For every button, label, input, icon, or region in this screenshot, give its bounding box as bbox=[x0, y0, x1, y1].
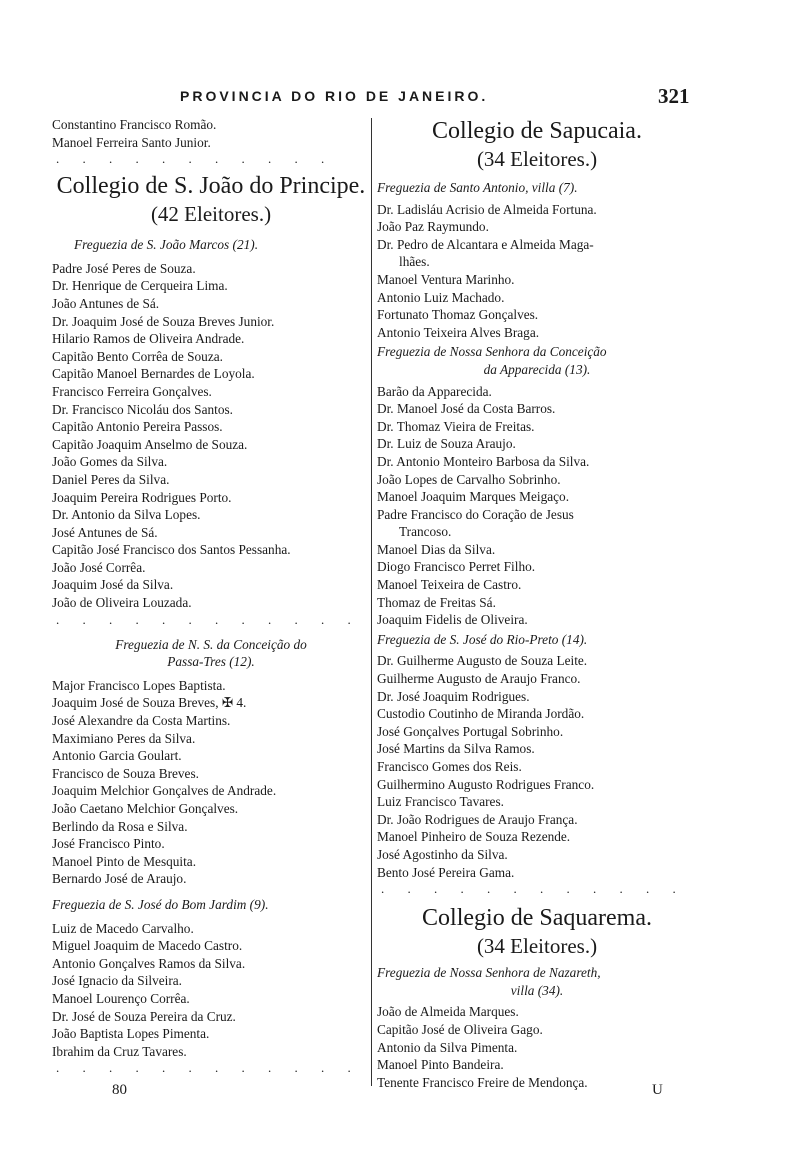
list-item: Diogo Francisco Perret Filho. bbox=[377, 559, 536, 575]
list-item: Joaquim Melchior Gonçalves de Andrade. bbox=[52, 783, 277, 799]
list-item: Miguel Joaquim de Macedo Castro. bbox=[52, 938, 243, 954]
dot-leader: . . . . . . . . . . . . bbox=[56, 1060, 361, 1076]
college-heading: Collegio de Sapucaia. bbox=[432, 118, 642, 144]
list-item: Joaquim José de Souza Breves, ✠ 4. bbox=[52, 695, 247, 711]
list-item: Manoel Joaquim Marques Meigaço. bbox=[377, 489, 570, 505]
list-item: Thomaz de Freitas Sá. bbox=[377, 594, 496, 610]
list-item: Manoel Pinto de Mesquita. bbox=[52, 853, 197, 869]
running-header bbox=[0, 86, 789, 110]
dot-leader: . . . . . . . . . . . . bbox=[56, 611, 361, 627]
list-item: João de Almeida Marques. bbox=[377, 1004, 519, 1020]
dot-leader: . . . . . . . . . . . bbox=[56, 151, 335, 167]
right-column bbox=[377, 116, 697, 1091]
list-item: Manoel Pinto Bandeira. bbox=[377, 1057, 504, 1073]
elector-list bbox=[52, 920, 370, 1061]
list-item: Antonio Garcia Goulart. bbox=[52, 748, 182, 764]
college-electors: (42 Eleitores.) bbox=[150, 202, 272, 227]
list-item: Antonio Gonçalves Ramos da Silva. bbox=[52, 955, 246, 971]
list-item: Capitão Antonio Pereira Passos. bbox=[52, 419, 223, 435]
top-names bbox=[52, 116, 370, 151]
list-item: Dr. Guilherme Augusto de Souza Leite. bbox=[377, 653, 588, 669]
elector-list bbox=[52, 677, 370, 888]
folio-number: 80 bbox=[112, 1082, 127, 1098]
parish-heading-line: Freguezia de N. S. da Conceição do bbox=[115, 636, 307, 652]
dot-leader: . . . . . . . . . . . . bbox=[381, 881, 686, 897]
list-item: Maximiano Peres da Silva. bbox=[52, 730, 196, 746]
list-item: Dr. Joaquim José de Souza Breves Junior. bbox=[52, 313, 275, 329]
list-item: José Alexandre da Costa Martins. bbox=[52, 713, 231, 729]
list-item: Dr. Antonio Monteiro Barbosa da Silva. bbox=[377, 453, 590, 469]
list-item: José Ignacio da Silveira. bbox=[52, 973, 182, 989]
list-item: Luiz Francisco Tavares. bbox=[377, 794, 504, 810]
list-item: Dr. Thomaz Vieira de Freitas. bbox=[377, 418, 535, 434]
list-item: Major Francisco Lopes Baptista. bbox=[52, 677, 226, 693]
list-item: Manoel Ferreira Santo Junior. bbox=[52, 134, 211, 150]
list-item: Guilhermino Augusto Rodrigues Franco. bbox=[377, 776, 595, 792]
list-item: Capitão Manoel Bernardes de Loyola. bbox=[52, 366, 255, 382]
list-item: Capitão José Francisco dos Santos Pessanha. bbox=[52, 542, 291, 558]
list-item: João Lopes de Carvalho Sobrinho. bbox=[377, 471, 561, 487]
list-item: Bento José Pereira Gama. bbox=[377, 864, 515, 880]
signature-mark: U bbox=[652, 1082, 663, 1098]
list-item: João Paz Raymundo. bbox=[377, 219, 489, 235]
list-item: Dr. José Joaquim Rodrigues. bbox=[377, 688, 530, 704]
list-item: Guilherme Augusto de Araujo Franco. bbox=[377, 671, 581, 687]
list-item: José Martins da Silva Ramos. bbox=[377, 741, 535, 757]
list-item: Fortunato Thomaz Gonçalves. bbox=[377, 307, 539, 323]
list-item: Manoel Dias da Silva. bbox=[377, 541, 496, 557]
parish-heading-line: da Apparecida (13). bbox=[483, 361, 591, 377]
list-item: João José Corrêa. bbox=[52, 559, 146, 575]
parish-heading bbox=[52, 636, 370, 671]
list-item: João Gomes da Silva. bbox=[52, 454, 168, 470]
list-item: Manoel Lourenço Corrêa. bbox=[52, 990, 190, 1006]
list-item: Antonio Teixeira Alves Braga. bbox=[377, 324, 540, 340]
left-column bbox=[52, 116, 370, 1076]
parish-heading bbox=[377, 964, 697, 999]
list-item: José Antunes de Sá. bbox=[52, 524, 158, 540]
list-item: Capitão José de Oliveira Gago. bbox=[377, 1021, 543, 1037]
parish-heading-line: Passa-Tres (12). bbox=[167, 654, 255, 670]
parish-heading-line: Freguezia de Nossa Senhora da Conceição bbox=[377, 344, 607, 360]
list-item-continuation: Trancoso. bbox=[399, 524, 452, 540]
list-item: Antonio Luiz Machado. bbox=[377, 289, 505, 305]
list-item: Tenente Francisco Freire de Mendonça. bbox=[377, 1074, 588, 1090]
list-item: Francisco Gomes dos Reis. bbox=[377, 759, 522, 774]
running-title: PROVINCIA DO RIO DE JANEIRO. bbox=[180, 88, 489, 104]
parish-heading: Freguezia de S. João Marcos (21). bbox=[74, 237, 259, 253]
list-item: João Baptista Lopes Pimenta. bbox=[52, 1026, 210, 1042]
list-item: Joaquim José da Silva. bbox=[52, 577, 174, 593]
list-item: Dr. Francisco Nicoláu dos Santos. bbox=[52, 401, 233, 417]
list-item: João Caetano Melchior Gonçalves. bbox=[52, 801, 239, 816]
list-item: Dr. Antonio da Silva Lopes. bbox=[52, 507, 201, 523]
list-item: Padre José Peres de Souza. bbox=[52, 260, 196, 276]
elector-list bbox=[377, 201, 697, 342]
page-number: 321 bbox=[658, 84, 690, 108]
list-item: Constantino Francisco Romão. bbox=[52, 117, 217, 132]
list-item: Dr. Henrique de Cerqueira Lima. bbox=[52, 278, 228, 294]
list-item: Bernardo José de Araujo. bbox=[52, 871, 187, 887]
parish-heading: Freguezia de Santo Antonio, villa (7). bbox=[377, 180, 578, 195]
list-item: Francisco Ferreira Gonçalves. bbox=[52, 383, 212, 399]
parish-heading: Freguezia de S. José do Rio-Preto (14). bbox=[377, 631, 588, 647]
list-item: João Antunes de Sá. bbox=[52, 295, 160, 311]
list-item: João de Oliveira Louzada. bbox=[52, 595, 192, 611]
list-item: Capitão Bento Corrêa de Souza. bbox=[52, 348, 223, 364]
list-item: Ibrahim da Cruz Tavares. bbox=[52, 1043, 187, 1059]
list-item: Joaquim Pereira Rodrigues Porto. bbox=[52, 489, 232, 505]
list-item: José Agostinho da Silva. bbox=[377, 846, 508, 862]
list-item: José Gonçalves Portugal Sobrinho. bbox=[377, 723, 564, 739]
list-item: Dr. José de Souza Pereira da Cruz. bbox=[52, 1008, 236, 1024]
list-item: José Francisco Pinto. bbox=[52, 836, 165, 852]
list-item: Manoel Ventura Marinho. bbox=[377, 271, 515, 287]
list-item: Manoel Teixeira de Castro. bbox=[377, 577, 522, 593]
list-item: Berlindo da Rosa e Silva. bbox=[52, 818, 188, 834]
list-item: Daniel Peres da Silva. bbox=[52, 471, 170, 487]
list-item: Joaquim Fidelis de Oliveira. bbox=[377, 612, 528, 628]
parish-heading-line: villa (34). bbox=[510, 982, 564, 998]
list-item-continuation: lhães. bbox=[399, 254, 430, 270]
list-item: Antonio da Silva Pimenta. bbox=[377, 1039, 518, 1055]
college-heading: Collegio de Saquarema. bbox=[422, 905, 652, 932]
college-electors: (34 Eleitores.) bbox=[476, 934, 598, 959]
list-item: Dr. Luiz de Souza Araujo. bbox=[377, 436, 516, 452]
elector-list bbox=[52, 260, 370, 612]
parish-heading bbox=[377, 343, 697, 378]
college-electors: (34 Eleitores.) bbox=[476, 147, 598, 171]
list-item: Barão da Apparecida. bbox=[377, 383, 492, 399]
parish-heading-line: Freguezia de Nossa Senhora de Nazareth, bbox=[377, 965, 601, 981]
elector-list bbox=[377, 383, 697, 629]
college-heading: Collegio de S. João do Principe. bbox=[56, 173, 366, 200]
list-item: Dr. Ladisláu Acrisio de Almeida Fortuna. bbox=[377, 201, 597, 217]
list-item: Manoel Pinheiro de Souza Rezende. bbox=[377, 829, 571, 845]
parish-heading: Freguezia de S. José do Bom Jardim (9). bbox=[52, 896, 269, 912]
list-item: Francisco de Souza Breves. bbox=[52, 765, 199, 781]
elector-list bbox=[377, 1003, 697, 1091]
list-item: Dr. João Rodrigues de Araujo França. bbox=[377, 811, 578, 827]
list-item: Custodio Coutinho de Miranda Jordão. bbox=[377, 706, 585, 722]
list-item: Dr. Manoel José da Costa Barros. bbox=[377, 401, 556, 417]
list-item: Dr. Pedro de Alcantara e Almeida Maga- bbox=[377, 236, 594, 252]
column-divider bbox=[371, 118, 372, 1086]
list-item: Hilario Ramos de Oliveira Andrade. bbox=[52, 331, 245, 347]
list-item: Capitão Joaquim Anselmo de Souza. bbox=[52, 436, 248, 452]
list-item: Luiz de Macedo Carvalho. bbox=[52, 920, 194, 936]
elector-list bbox=[377, 652, 697, 881]
list-item: Padre Francisco do Coração de Jesus bbox=[377, 506, 574, 522]
